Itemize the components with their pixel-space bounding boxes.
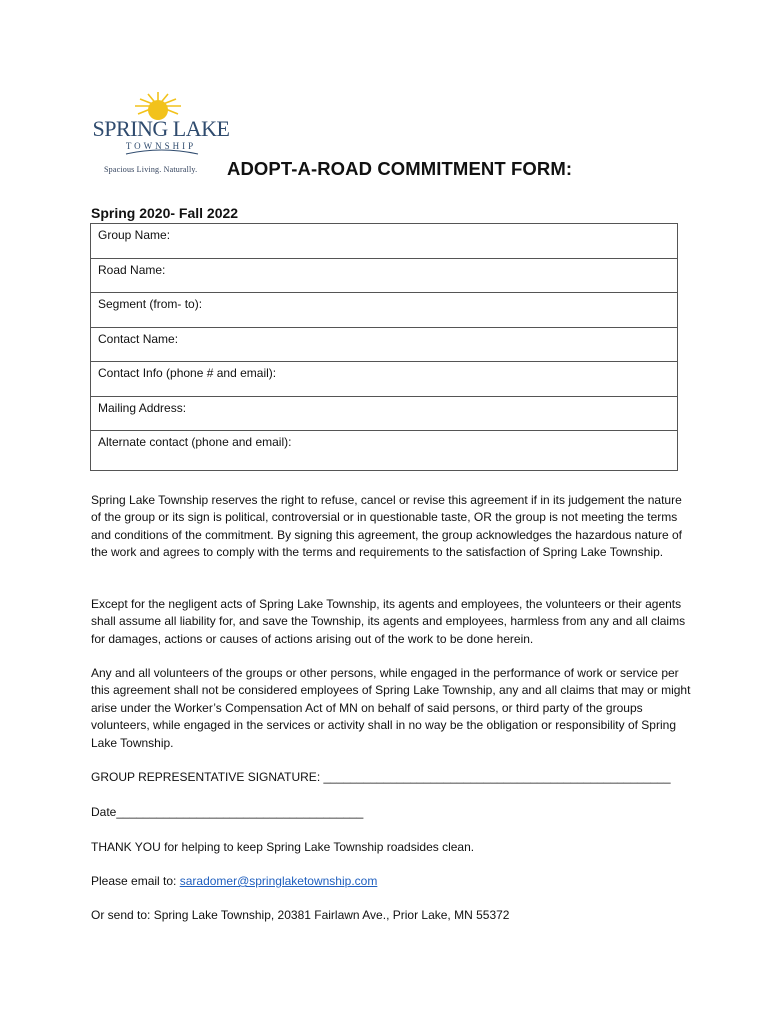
logo-name-line2: TOWNSHIP: [125, 141, 197, 151]
alternate-contact-field[interactable]: Alternate contact (phone and email):: [98, 435, 292, 449]
date-line[interactable]: Date_____________________________________: [91, 805, 364, 819]
liability-paragraph: Except for the negligent acts of Spring Lake Township, its agents and employees, the volunteers or their agents shall assume all liability for, and save the Township, its agents and employees, harmless from any and all claims for damages, actions or causes of actions arising out of the work to be done herein.: [91, 597, 686, 646]
contact-info-field[interactable]: Contact Info (phone # and email):: [91, 362, 677, 397]
terms-paragraph: Spring Lake Township reserves the right to refuse, cancel or revise this agreement if in its judgement the nature of the group or its sign is political, controversial or in questionable taste, OR the group is not meeting the terms and conditions of the commitment. By signing this agreement, the group acknowledges the hazardous nature of the work and agrees to comply with the terms and requirements to the satisfaction of Spring Lake Township.: [91, 493, 683, 560]
form-title: ADOPT-A-ROAD COMMITMENT FORM:: [227, 158, 573, 179]
email-prefix: Please email to:: [91, 874, 180, 888]
road-name-field[interactable]: Road Name:: [91, 259, 677, 294]
segment-field[interactable]: Segment (from- to):: [91, 293, 677, 328]
logo-name-line1: SPRING LAKE: [92, 116, 230, 141]
group-name-field[interactable]: Group Name:: [91, 224, 677, 259]
info-table: [90, 223, 678, 471]
email-instruction: [91, 874, 377, 888]
mailing-address-field[interactable]: Mailing Address:: [91, 397, 677, 432]
volunteers-paragraph: Any and all volunteers of the groups or other persons, while engaged in the performance of work or service per this agreement shall not be considered employees of Spring Lake Township, any and all claims that may or might arise under the Worker’s Compensation Act of MN on behalf of said persons, or third party of the groups volunteers, while engaged in the services or activity shall in no way be the obligation or responsibility of Spring Lake Township.: [91, 666, 691, 750]
thank-you-text: THANK YOU for helping to keep Spring Lake Township roadsides clean.: [91, 840, 475, 854]
contact-name-field[interactable]: Contact Name:: [91, 328, 677, 363]
form-period: Spring 2020- Fall 2022: [91, 205, 239, 221]
logo-tagline: Spacious Living. Naturally.: [104, 165, 198, 174]
email-link[interactable]: saradomer@springlaketownship.com: [179, 874, 378, 888]
mailing-instruction: Or send to: Spring Lake Township, 20381 Fairlawn Ave., Prior Lake, MN 55372: [91, 908, 510, 922]
sun-logo-graphic: [86, 92, 236, 164]
signature-line[interactable]: GROUP REPRESENTATIVE SIGNATURE: ____________________________________________________: [91, 770, 671, 784]
township-logo: [86, 92, 236, 182]
